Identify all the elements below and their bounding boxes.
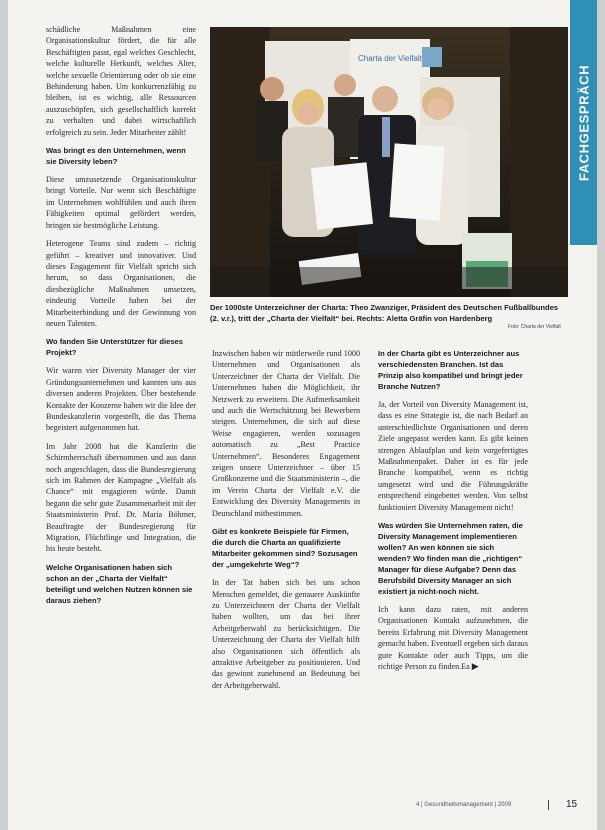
section-tab — [570, 0, 597, 245]
paragraph — [378, 604, 528, 672]
event-photo — [210, 27, 568, 297]
paragraph: In der Tat haben sich bei uns schon Menschen gemeldet, die genauere Auskünfte zu Unterzeichnern der Charta der Vielfalt haben wollten, um das bei ihrer Arbeitgeberwahl zu berücksichtigen. Die Unterzeichnung der Charta der Vielfalt hilft also Organisationen sich öffentlich als attraktive Arbeitgeber zu positionieren. Und das gewinnt zunehmend an Bedeutung bei der Arbeitgeberwahl. — [212, 578, 360, 690]
paragraph: Diese umzusetzende Organisationskultur bringt Vorteile. Nur wenn sich Beschäftigte im Unternehmen wohlfühlen und auch ihren Fähigkeiten optimal gefördert werden, bringen sie bestmögliche Leistung. — [46, 175, 196, 230]
page-number: 15 — [566, 799, 578, 810]
paragraph-text: Ich kann dazu raten, mit anderen Organisationen Kontakt aufzunehmen, die bereits Erfahrung mit Diversity Management gemacht haben. Eventuell ergeben sich daraus gute Kontakte oder auch Tipps, um die richtige Person zu finden.Ea — [378, 605, 528, 672]
magazine-page — [8, 0, 597, 830]
photo-caption: Der 1000ste Unterzeichner der Charta: Theo Zwanziger, Präsident des Deutschen Fußballbundes (2. v.r.), tritt der „Charta der Vielfalt“ bei. Rechts: Aletta Gräfin von Hardenberg — [210, 303, 559, 323]
footer-divider — [548, 800, 549, 810]
footer-magazine: 4 | Gesundheitsmanagement | 2009 — [416, 802, 512, 808]
column-1 — [46, 24, 196, 613]
column-3 — [378, 348, 528, 680]
banner-text: Charta der Vielfalt — [358, 54, 422, 63]
question-heading: Was bringt es den Unternehmen, wenn sie Diversity leben? — [46, 146, 186, 167]
paragraph: Im Jahr 2008 hat die Kanzlerin die Schirmherrschaft übernommen und aus dann noch angeschlagen, dass die Bundesregierung sich im Rahmen der Kampagne „Vielfalt als Chance“ mit engagieren würde. Damit begann die sehr gute Zusammenarbeit mit der Staatsministerin Prof. Dr. Maria Böhmer, Beauftragte der Bundesregierung für Migration, Flüchtlinge und Integration, die bis heute besteht. — [46, 441, 196, 554]
paragraph: Heterogene Teams sind zudem – richtig geführt – kreativer und innovativer. Und dieses Engagement für Vielfalt spricht sich herum, so dass Organisationen, die diesbezügliche Maßnahmen umsetzen, eindeutig Vorteile haben bei der Mitarbeiterbindung und der Gewinnung von neuen Talenten. — [46, 239, 196, 328]
paragraph: Ja, der Vorteil von Diversity Management ist, dass es eine Strategie ist, die nach Bedarf an unterschiedlichste Organisationen und deren Ziele angepasst werden kann. Es gibt keinen strengen Ablaufplan und kein vorgefertigtes Maßnahmenpaket. Daher ist es für jede Branche kompatibel, wenn es richtig umgesetzt wird und die Führungskräfte entsprechend eingebettet werden. Von selbst funktioniert Diversity Management nicht! — [378, 400, 528, 512]
question-heading: Gibt es konkrete Beispiele für Firmen, die durch die Charta an qualifizierte Mitarbeiter gekommen sind? Sozusagen der „umgekehrte Weg“? — [212, 527, 358, 570]
paragraph: Wir waren vier Diversity Manager der vier Gründungsunternehmen und kannten uns aus diversen anderen Projekten. Über bestehende Kontakte der Konzerne haben wir die Idee der Bundeskanzlerin vorgestellt, die das Thema begeistert aufgenommen hat. — [46, 366, 196, 433]
section-tab-label: FACHGESPRÄCH — [576, 64, 591, 181]
question-heading: In der Charta gibt es Unterzeichner aus verschiedensten Branchen. Ist das Prinzip also kompatibel und bringt jeder Branche Nutzen? — [378, 349, 523, 391]
column-2 — [212, 348, 360, 698]
photo-credit: Foto: Charta der Vielfalt — [508, 324, 561, 330]
paragraph: Inzwischen haben wir mittlerweile rund 1000 Unternehmen und Organisationen als Unterzeichner der Charta der Vielfalt. Die Unternehmen haben die Möglichkeit, ihr Netzwerk zu erweitern. Die Aufmerksamkeit und auch die Wertschätzung bei Bewerbern steigen. Unternehmen, die sich auf diese Weise engagieren, werden sozusagen automatisch zu „Best Practice Unternehmen“. Besonderes Engagement zeigen unsere Unterzeichner – über 15 Großkonzerne und die Staatsministerin –, die im Verein Charta der Vielfalt e.V. die Entwicklung des Diversity Managements in Deutschland mitbestimmen. — [212, 349, 360, 518]
question-heading: Welche Organisationen haben sich schon an der „Charta der Vielfalt“ beteiligt und welchen Nutzen können sie daraus ziehen? — [46, 562, 193, 605]
question-heading: Wo fanden Sie Unterstützer für dieses Projekt? — [46, 337, 183, 358]
question-heading: Was würden Sie Unternehmen raten, die Diversity Management implementieren wollen? An wen können sie sich wenden? Wo finden man die „richtigen“ Manager für diese Aufgabe? Denn das Berufsbild Diversity Manager an sich existiert ja nicht-noch nicht. — [378, 521, 523, 597]
photo-illustration — [210, 27, 568, 297]
paragraph: schädliche Maßnahmen eine Organisationskultur fördert, die für alle Beschäftigten passt, egal welches Geschlecht, welche kulturelle Herkunft, welches Alter, welche sexuelle Orientierung oder ob sie eine Behinderung haben. Um konkurrenzfähig zu bleiben, ist es wichtig, alle Ressourcen auszuschöpfen, sich gesellschaftlich korrekt zu verhalten und dabei wirtschaftlich erfolgreich zu sein. Jeder Mitarbeiter zählt! — [46, 25, 196, 137]
continue-arrow-icon: ▶ — [471, 661, 479, 672]
